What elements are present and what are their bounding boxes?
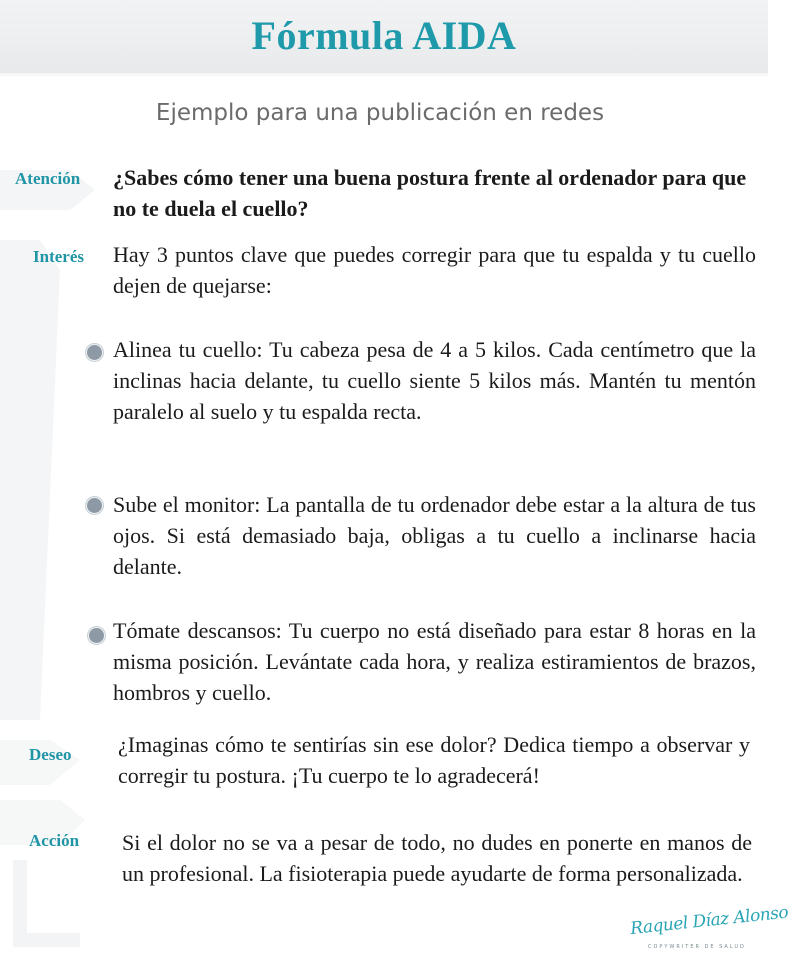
interes-point-1: Alinea tu cuello: Tu cabeza pesa de 4 a 5 kilos. Cada centímetro que la inclinas hacia delante, tu cuello siente 5 kilos más. Mantén tu mentón paralelo al suelo y tu espalda recta. — [113, 337, 756, 424]
deseo-text: ¿Imaginas cómo te sentirías sin ese dolor? Dedica tiempo a observar y corregir tu postura. ¡Tu cuerpo te lo agradecerá! — [118, 732, 750, 788]
interes-intro: Hay 3 puntos clave que puedes corregir para que tu espalda y tu cuello dejen de quejarse: — [113, 242, 756, 298]
signature-logo — [629, 902, 789, 958]
bullet-point-2 — [86, 497, 103, 514]
label-accion: Acción — [29, 831, 80, 850]
bullet-point-3 — [88, 627, 105, 644]
signature-tagline: COPYWRITER DE SALUD — [648, 944, 746, 950]
label-deseo: Deseo — [29, 745, 72, 764]
label-interes: Interés — [33, 247, 84, 266]
interes-point-2: Sube el monitor: La pantalla de tu ordenador debe estar a la altura de tus ojos. Si está demasiado baja, obligas a tu cuello a inclinarse hacia delante. — [113, 492, 756, 579]
signature-name: Raquel Díaz Alonso — [629, 902, 789, 940]
page-title: Fórmula AIDA — [251, 13, 517, 58]
bullet-point-1 — [86, 344, 103, 361]
label-atencion: Atención — [15, 169, 81, 188]
page-subtitle: Ejemplo para una publicación en redes — [155, 100, 605, 126]
atencion-text: ¿Sabes cómo tener una buena postura frente al ordenador para que no te duela el cuello? — [113, 165, 747, 221]
interes-point-3: Tómate descansos: Tu cuerpo no está diseñado para estar 8 horas en la misma posición. Levántate cada hora, y realiza estiramientos de brazos, hombros y cuello. — [113, 618, 756, 705]
accion-text: Si el dolor no se va a pesar de todo, no dudes en ponerte en manos de un profesional. La fisioterapia puede ayudarte de forma personalizada. — [122, 830, 752, 886]
